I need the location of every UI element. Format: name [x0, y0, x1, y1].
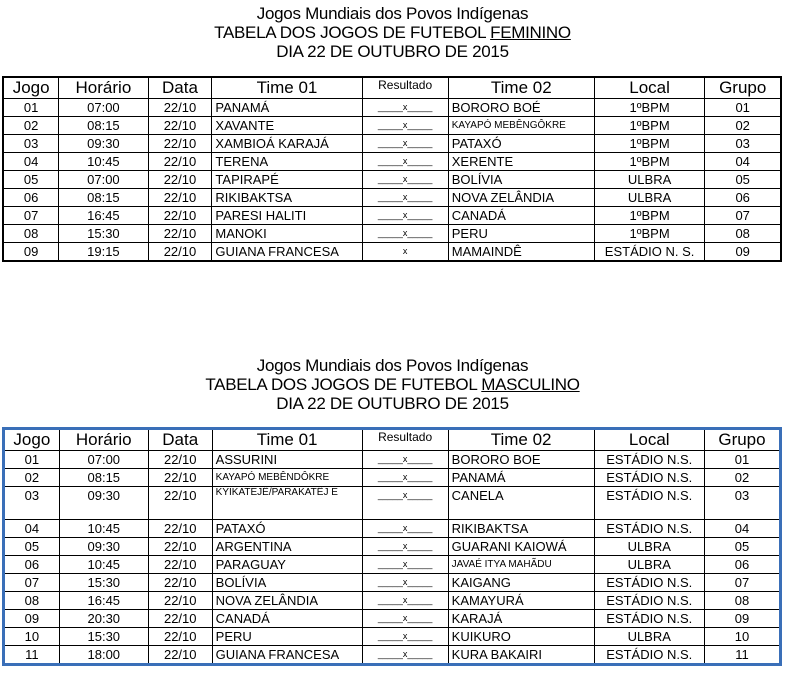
table-row — [3, 171, 781, 189]
column-header-resultado: Resultado — [362, 429, 448, 451]
cell-horario: 07:00 — [59, 171, 148, 189]
table-row — [3, 189, 781, 207]
cell-resultado: _____x_____ — [362, 592, 448, 610]
cell-horario: 16:45 — [59, 592, 148, 610]
cell-data: 22/10 — [148, 99, 212, 117]
table-row — [3, 99, 781, 117]
table-row — [3, 225, 781, 243]
cell-local: ESTÁDIO N.S. — [594, 610, 704, 628]
cell-time1: KAYAPÓ MEBÊNDÔKRE — [212, 469, 362, 487]
cell-data: 22/10 — [148, 646, 212, 665]
cell-data: 22/10 — [148, 225, 212, 243]
cell-jogo: 06 — [3, 189, 59, 207]
cell-time1: CANADÁ — [212, 610, 362, 628]
cell-jogo: 08 — [3, 225, 59, 243]
cell-local: ESTÁDIO N. S. — [594, 243, 705, 262]
cell-resultado: _____x_____ — [362, 189, 448, 207]
cell-horario: 07:00 — [59, 99, 148, 117]
column-header-horario: Horário — [59, 77, 148, 99]
cell-data: 22/10 — [148, 135, 212, 153]
cell-local: ULBRA — [594, 538, 704, 556]
feminino-heading-line1: Jogos Mundiais dos Povos Indígenas — [256, 4, 529, 23]
cell-resultado: _____x_____ — [362, 451, 448, 469]
cell-grupo: 04 — [704, 520, 780, 538]
cell-jogo: 04 — [3, 153, 59, 171]
cell-time2: KAMAYURÁ — [448, 592, 594, 610]
cell-jogo: 08 — [4, 592, 60, 610]
cell-horario: 15:30 — [59, 225, 148, 243]
cell-jogo: 04 — [4, 520, 60, 538]
cell-horario: 10:45 — [59, 556, 148, 574]
table-header-row — [4, 429, 781, 451]
table-row — [4, 610, 781, 628]
cell-horario: 09:30 — [59, 487, 148, 520]
cell-time2: GUARANI KAIOWÁ — [448, 538, 594, 556]
cell-data: 22/10 — [148, 538, 212, 556]
cell-data: 22/10 — [148, 628, 212, 646]
cell-horario: 09:30 — [59, 538, 148, 556]
cell-grupo: 08 — [705, 225, 781, 243]
cell-resultado: _____x_____ — [362, 153, 448, 171]
cell-local: 1ºBPM — [594, 117, 705, 135]
cell-data: 22/10 — [148, 592, 212, 610]
feminino-heading-line2 — [0, 23, 785, 42]
column-header-horario: Horário — [59, 429, 148, 451]
cell-time2: KUIKURO — [448, 628, 594, 646]
cell-data: 22/10 — [148, 556, 212, 574]
table-row — [3, 153, 781, 171]
cell-resultado: _____x_____ — [362, 628, 448, 646]
cell-jogo: 01 — [4, 451, 60, 469]
cell-data: 22/10 — [148, 610, 212, 628]
cell-local: 1ºBPM — [594, 207, 705, 225]
cell-jogo: 10 — [4, 628, 60, 646]
cell-data: 22/10 — [148, 171, 212, 189]
column-header-time2: Time 02 — [448, 77, 594, 99]
cell-time1: NOVA ZELÂNDIA — [212, 592, 362, 610]
cell-time1: ARGENTINA — [212, 538, 362, 556]
cell-time1: GUIANA FRANCESA — [212, 243, 362, 262]
cell-time1: PARAGUAY — [212, 556, 362, 574]
cell-time2: PANAMÁ — [448, 469, 594, 487]
cell-local: ESTÁDIO N.S. — [594, 574, 704, 592]
cell-time2: NOVA ZELÂNDIA — [448, 189, 594, 207]
table-row — [4, 451, 781, 469]
feminino-heading — [0, 4, 785, 61]
cell-data: 22/10 — [148, 243, 212, 262]
cell-grupo: 09 — [704, 610, 780, 628]
table-row — [4, 628, 781, 646]
table-row — [4, 469, 781, 487]
cell-resultado: _____x_____ — [362, 646, 448, 665]
cell-local: ESTÁDIO N.S. — [594, 451, 704, 469]
cell-resultado: _____x_____ — [362, 135, 448, 153]
table-row — [3, 243, 781, 262]
cell-time1: ASSURINI — [212, 451, 362, 469]
table-row — [4, 592, 781, 610]
cell-horario: 08:15 — [59, 117, 148, 135]
cell-data: 22/10 — [148, 487, 212, 520]
cell-time2: CANELA — [448, 487, 594, 520]
masculino-heading-line3: DIA 22 DE OUTUBRO DE 2015 — [276, 394, 509, 413]
table-row — [4, 574, 781, 592]
cell-time1: GUIANA FRANCESA — [212, 646, 362, 665]
cell-grupo: 05 — [705, 171, 781, 189]
cell-jogo: 11 — [4, 646, 60, 665]
cell-time1: KYIKATEJÊ/PARAKATÊJ E — [212, 487, 362, 520]
cell-time2: BORORO BOÉ — [448, 99, 594, 117]
cell-time2: RIKIBAKTSA — [448, 520, 594, 538]
cell-grupo: 06 — [705, 189, 781, 207]
cell-jogo: 03 — [3, 135, 59, 153]
cell-resultado: _____x_____ — [362, 487, 448, 520]
cell-time2: KARAJÁ — [448, 610, 594, 628]
cell-data: 22/10 — [148, 520, 212, 538]
cell-time1: PARESI HALITI — [212, 207, 362, 225]
column-header-grupo: Grupo — [704, 429, 780, 451]
cell-time1: RIKIBAKTSA — [212, 189, 362, 207]
cell-jogo: 01 — [3, 99, 59, 117]
cell-jogo: 02 — [4, 469, 60, 487]
masculino-category-label: MASCULINO — [481, 375, 580, 394]
cell-horario: 07:00 — [59, 451, 148, 469]
masculino-games-table — [2, 427, 782, 666]
feminino-heading-line3: DIA 22 DE OUTUBRO DE 2015 — [276, 42, 509, 61]
cell-time2: BORORO BOE — [448, 451, 594, 469]
cell-local: ESTÁDIO N.S. — [594, 646, 704, 665]
cell-jogo: 06 — [4, 556, 60, 574]
cell-resultado: _____x_____ — [362, 469, 448, 487]
cell-horario: 09:30 — [59, 135, 148, 153]
cell-jogo: 07 — [3, 207, 59, 225]
cell-resultado: _____x_____ — [362, 556, 448, 574]
cell-local: ESTÁDIO N.S. — [594, 469, 704, 487]
cell-jogo: 05 — [3, 171, 59, 189]
column-header-jogo: Jogo — [3, 77, 59, 99]
cell-grupo: 10 — [704, 628, 780, 646]
cell-time1: PANAMÁ — [212, 99, 362, 117]
cell-local: ULBRA — [594, 556, 704, 574]
cell-time1: XAMBIOÁ KARAJÁ — [212, 135, 362, 153]
cell-local: ESTÁDIO N.S. — [594, 520, 704, 538]
cell-resultado: _____x_____ — [362, 99, 448, 117]
cell-horario: 20:30 — [59, 610, 148, 628]
cell-time1: PATAXÓ — [212, 520, 362, 538]
table-row — [4, 646, 781, 665]
cell-grupo: 01 — [705, 99, 781, 117]
cell-resultado: _____x_____ — [362, 520, 448, 538]
cell-resultado: _____x_____ — [362, 207, 448, 225]
feminino-heading-prefix: TABELA DOS JOGOS DE FUTEBOL — [214, 23, 491, 42]
cell-time1: TAPIRAPÉ — [212, 171, 362, 189]
cell-grupo: 07 — [704, 574, 780, 592]
cell-resultado: _____x_____ — [362, 574, 448, 592]
cell-grupo: 05 — [704, 538, 780, 556]
cell-resultado: _____x_____ — [362, 117, 448, 135]
table-row — [4, 538, 781, 556]
cell-jogo: 05 — [4, 538, 60, 556]
table-row — [4, 556, 781, 574]
cell-local: ULBRA — [594, 189, 705, 207]
cell-grupo: 11 — [704, 646, 780, 665]
cell-time1: TERENA — [212, 153, 362, 171]
column-header-grupo: Grupo — [705, 77, 781, 99]
cell-jogo: 07 — [4, 574, 60, 592]
cell-grupo: 03 — [704, 487, 780, 520]
feminino-category-label: FEMININO — [490, 23, 571, 42]
table-row — [3, 207, 781, 225]
cell-resultado: _____x_____ — [362, 171, 448, 189]
masculino-heading — [0, 356, 785, 413]
cell-horario: 19:15 — [59, 243, 148, 262]
cell-jogo: 09 — [4, 610, 60, 628]
column-header-time2: Time 02 — [448, 429, 594, 451]
cell-grupo: 02 — [704, 469, 780, 487]
masculino-heading-line1: Jogos Mundiais dos Povos Indígenas — [256, 356, 529, 375]
cell-time2: MAMAINDÊ — [448, 243, 594, 262]
cell-resultado: _____x_____ — [362, 225, 448, 243]
feminino-games-table — [2, 76, 782, 262]
cell-time2: PATAXÓ — [448, 135, 594, 153]
cell-grupo: 08 — [704, 592, 780, 610]
cell-resultado: _____x_____ — [362, 538, 448, 556]
cell-local: 1ºBPM — [594, 153, 705, 171]
table-row — [4, 520, 781, 538]
masculino-table-body — [4, 451, 781, 665]
cell-time2: JAVAÉ ITYA MAHÃDU — [448, 556, 594, 574]
cell-data: 22/10 — [148, 189, 212, 207]
masculino-heading-line2 — [0, 375, 785, 394]
cell-time2: KAYAPÓ MEBÊNGÔKRE — [448, 117, 594, 135]
cell-horario: 08:15 — [59, 469, 148, 487]
cell-grupo: 06 — [704, 556, 780, 574]
column-header-jogo: Jogo — [4, 429, 60, 451]
cell-resultado: _____x_____ — [362, 610, 448, 628]
cell-local: ULBRA — [594, 171, 705, 189]
column-header-local: Local — [594, 429, 704, 451]
cell-local: 1ºBPM — [594, 99, 705, 117]
cell-time2: KURA BAKAIRI — [448, 646, 594, 665]
cell-time2: CANADÁ — [448, 207, 594, 225]
cell-data: 22/10 — [148, 117, 212, 135]
cell-time2: BOLÍVIA — [448, 171, 594, 189]
cell-jogo: 03 — [4, 487, 60, 520]
cell-data: 22/10 — [148, 207, 212, 225]
cell-horario: 10:45 — [59, 520, 148, 538]
cell-local: ESTÁDIO N.S. — [594, 487, 704, 520]
cell-grupo: 07 — [705, 207, 781, 225]
table-header-row — [3, 77, 781, 99]
cell-grupo: 09 — [705, 243, 781, 262]
cell-horario: 18:00 — [59, 646, 148, 665]
cell-time2: XERENTE — [448, 153, 594, 171]
cell-time2: PERU — [448, 225, 594, 243]
column-header-data: Data — [148, 429, 212, 451]
masculino-heading-prefix: TABELA DOS JOGOS DE FUTEBOL — [205, 375, 482, 394]
cell-time1: MANOKI — [212, 225, 362, 243]
cell-horario: 15:30 — [59, 574, 148, 592]
column-header-time1: Time 01 — [212, 77, 362, 99]
feminino-table-body — [3, 99, 781, 262]
cell-grupo: 02 — [705, 117, 781, 135]
column-header-local: Local — [594, 77, 705, 99]
cell-horario: 15:30 — [59, 628, 148, 646]
cell-local: 1ºBPM — [594, 225, 705, 243]
cell-data: 22/10 — [148, 451, 212, 469]
cell-local: 1ºBPM — [594, 135, 705, 153]
cell-grupo: 03 — [705, 135, 781, 153]
cell-time1: BOLÍVIA — [212, 574, 362, 592]
cell-grupo: 04 — [705, 153, 781, 171]
column-header-time1: Time 01 — [212, 429, 362, 451]
cell-data: 22/10 — [148, 574, 212, 592]
cell-time1: XAVANTE — [212, 117, 362, 135]
column-header-resultado: Resultado — [362, 77, 448, 99]
cell-local: ESTÁDIO N.S. — [594, 592, 704, 610]
cell-jogo: 09 — [3, 243, 59, 262]
cell-grupo: 01 — [704, 451, 780, 469]
cell-time1: PERU — [212, 628, 362, 646]
table-row — [4, 487, 781, 520]
cell-horario: 08:15 — [59, 189, 148, 207]
cell-jogo: 02 — [3, 117, 59, 135]
table-row — [3, 117, 781, 135]
cell-horario: 10:45 — [59, 153, 148, 171]
cell-local: ULBRA — [594, 628, 704, 646]
cell-resultado: x — [362, 243, 448, 262]
cell-horario: 16:45 — [59, 207, 148, 225]
cell-data: 22/10 — [148, 153, 212, 171]
cell-data: 22/10 — [148, 469, 212, 487]
table-row — [3, 135, 781, 153]
cell-time2: KAIGANG — [448, 574, 594, 592]
column-header-data: Data — [148, 77, 212, 99]
